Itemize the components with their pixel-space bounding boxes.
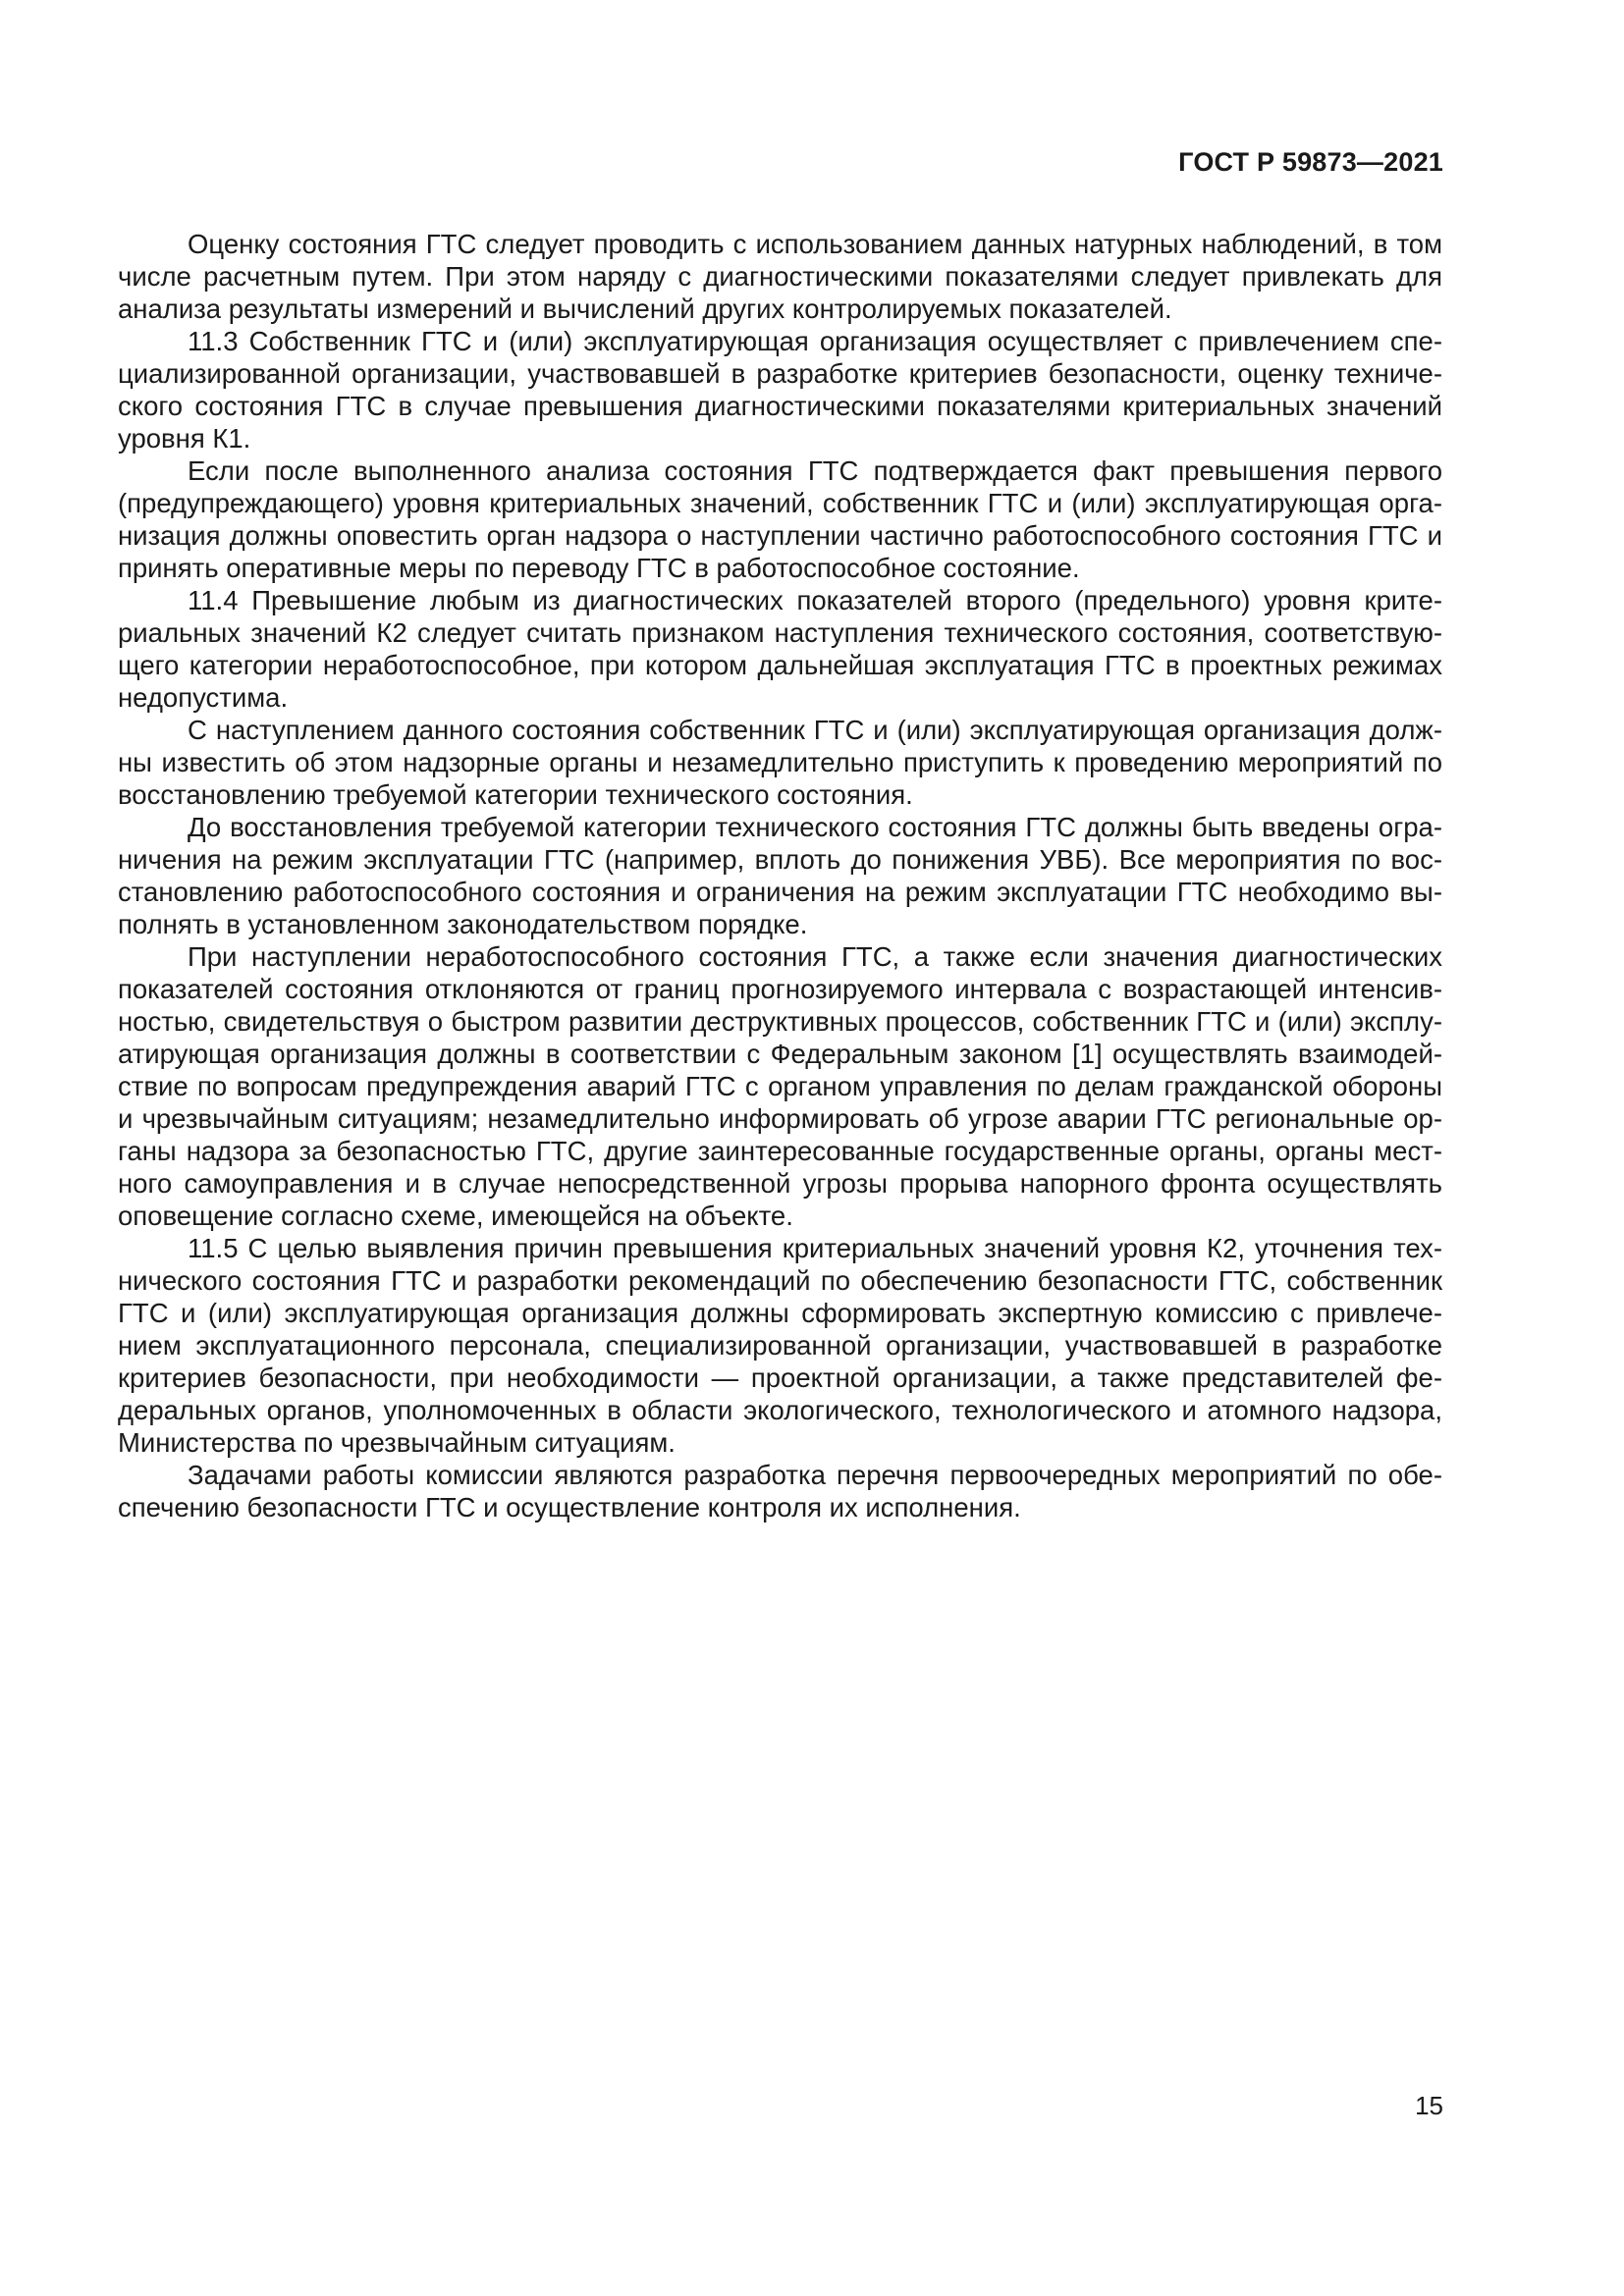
paragraph-11-5: 11.5 С целью выявления причин превышения критериальных значений уровня К2, уточнения технического состояния ГТС и разработки рекомендаций по обеспечению безопасности ГТС, собственник ГТС и (или) эксплуатирующая организация должны сформировать экспертную комиссию с привлечением эксплуатационного персонала, специализированной организации, участвовавшей в разработке критериев безопасности, при необходимости — проектной организации, а также представителей федеральных органов, уполномоченных в области экологического, технологического и атомного надзора, Министерства по чрезвычайным ситуациям. — [118, 1233, 1442, 1458]
page-number: 15 — [1415, 2091, 1443, 2120]
paragraph-notify-authorities: С наступлением данного состояния собственник ГТС и (или) эксплуатирующая организация должны известить об этом надзорные органы и незамедлительно приступить к проведению мероприятий по восстановлению требуемой категории технического состояния. — [118, 715, 1442, 810]
document-header-standard: ГОСТ Р 59873—2021 — [1178, 147, 1443, 177]
document-body — [118, 228, 1442, 1523]
paragraph-state-assessment: Оценку состояния ГТС следует проводить с использованием данных натурных наблюдений, в том числе расчетным путем. При этом наряду с диагностическими показателями следует привлекать для анализа результаты измерений и вычислений других контролируемых показателей. — [118, 229, 1442, 324]
paragraph-emergency-interaction: При наступлении неработоспособного состояния ГТС, а также если значения диагностических показателей состояния отклоняются от границ прогнозируемого интервала с возрастающей интенсивностью, свидетельствуя о быстром развитии деструктивных процессов, собственник ГТС и (или) эксплуатирующая организация должны в соответствии с Федеральным законом [1] осуществлять взаимодействие по вопросам предупреждения аварий ГТС с органом управления по делам гражданской обороны и чрезвычайным ситуациям; незамедлительно информировать об угрозе аварии ГТС региональные органы надзора за безопасностью ГТС, другие заинтересованные государственные органы, органы местного самоуправления и в случае непосредственной угрозы прорыва напорного фронта осуществлять оповещение согласно схеме, имеющейся на объекте. — [118, 941, 1442, 1231]
paragraph-operation-restrictions: До восстановления требуемой категории технического состояния ГТС должны быть введены ограничения на режим эксплуатации ГТС (например, вплоть до понижения УВБ). Все мероприятия по восстановлению работоспособного состояния и ограничения на режим эксплуатации ГТС необходимо выполнять в установленном законодательством порядке. — [118, 812, 1442, 939]
paragraph-11-4: 11.4 Превышение любым из диагностических показателей второго (предельного) уровня критериальных значений К2 следует считать признаком наступления технического состояния, соответствующего категории неработоспособное, при котором дальнейшая эксплуатация ГТС в проектных режимах недопустима. — [118, 585, 1442, 713]
paragraph-11-3: 11.3 Собственник ГТС и (или) эксплуатирующая организация осуществляет с привлечением специализированной организации, участвовавшей в разработке критериев безопасности, оценку технического состояния ГТС в случае превышения диагностическими показателями критериальных значений уровня К1. — [118, 326, 1442, 454]
paragraph-first-level-exceeded: Если после выполненного анализа состояния ГТС подтверждается факт превышения первого (предупреждающего) уровня критериальных значений, собственник ГТС и (или) эксплуатирующая организация должны оповестить орган надзора о наступлении частично работоспособного состояния ГТС и принять оперативные меры по переводу ГТС в работоспособное состояние. — [118, 455, 1442, 583]
paragraph-commission-tasks: Задачами работы комиссии являются разработка перечня первоочередных мероприятий по обеспечению безопасности ГТС и осуществление контроля их исполнения. — [118, 1460, 1442, 1522]
